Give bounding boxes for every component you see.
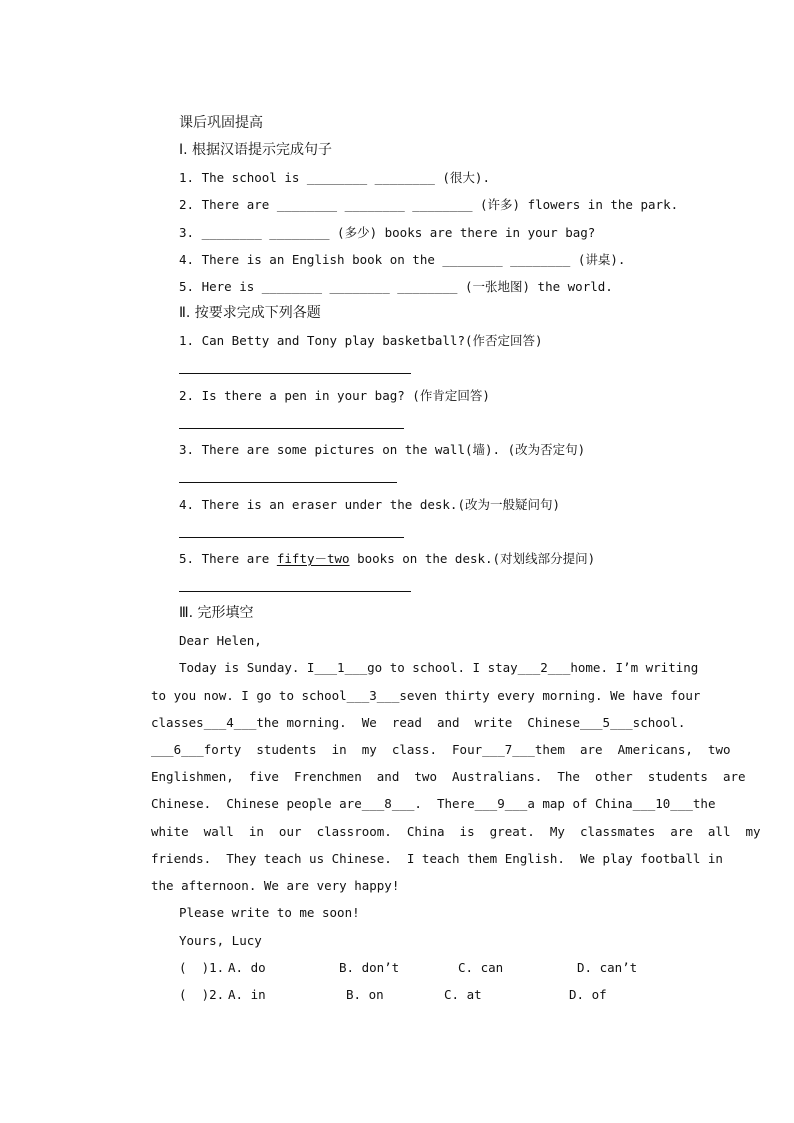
page-title: 课后巩固提高 [179, 115, 263, 131]
section-3-heading: Ⅲ. 完形填空 [179, 605, 254, 621]
answer-line-4 [179, 537, 404, 538]
passage-text: a map of China [527, 796, 633, 811]
blank-slot: ___8___ [361, 796, 415, 811]
passage-text: to you now. I go to school [151, 688, 347, 703]
passage-line [151, 824, 761, 840]
s2-question-1: 1. Can Betty and Tony play basketball?(作否定回答) [179, 333, 543, 348]
passage-line [179, 660, 699, 676]
letter-greeting: Dear Helen, [179, 633, 262, 648]
blank-slot: ___5___ [579, 715, 633, 730]
option-2-b: B. on [346, 987, 384, 1002]
blank-slot: ___4___ [203, 715, 257, 730]
answer-line-2 [179, 428, 404, 429]
option-2-d: D. of [569, 987, 607, 1002]
s2-question-5 [179, 551, 595, 567]
passage-text: forty students in my class. Four [203, 742, 483, 757]
s1-item-4: 4. There is an English book on the ________ ________ (讲桌). [179, 252, 626, 267]
option-1-a: A. do [228, 960, 266, 975]
blank-slot: ___7___ [482, 742, 535, 757]
blank-slot: ___1___ [314, 660, 368, 675]
blank-slot: ___3___ [346, 688, 400, 703]
q5-suffix: books on the desk.(对划线部分提问) [349, 551, 596, 566]
passage-line [151, 688, 701, 704]
passage-text: the morning. We read and write Chinese [256, 715, 580, 730]
passage-text: them are Americans, two [534, 742, 731, 757]
passage-line [151, 769, 746, 785]
s2-question-2: 2. Is there a pen in your bag? (作肯定回答) [179, 388, 490, 403]
passage-line [151, 851, 723, 867]
passage-text: . There [414, 796, 475, 811]
passage-text: white wall in our classroom. China is great. My classmates are all my [151, 824, 761, 839]
s1-item-1: 1. The school is ________ ________ (很大). [179, 170, 490, 185]
answer-line-3 [179, 482, 397, 483]
letter-signature: Yours, Lucy [179, 933, 262, 948]
passage-text: Today is Sunday. I [179, 660, 315, 675]
passage-text: school. [632, 715, 686, 730]
answer-line-1 [179, 373, 411, 374]
letter-closing: Please write to me soon! [179, 905, 360, 920]
q5-underlined-phrase: fifty－two [276, 551, 350, 566]
passage-line [151, 878, 399, 894]
q5-prefix: 5. There are [179, 551, 277, 566]
blank-slot: ___6___ [151, 742, 204, 757]
passage-line [151, 796, 716, 812]
s1-item-5: 5. Here is ________ ________ ________ (一张地图) the world. [179, 279, 613, 294]
passage-text: Englishmen, five Frenchmen and two Australians. The other students are [151, 769, 746, 784]
s1-item-3: 3. ________ ________ (多少) books are there in your bag? [179, 225, 596, 240]
passage-text: seven thirty every morning. We have four [399, 688, 701, 703]
option-1-number: ( )1. [179, 960, 225, 975]
passage-text: go to school. I stay [367, 660, 518, 675]
passage-text: home. I’m writing [570, 660, 699, 675]
option-1-c: C. can [458, 960, 504, 975]
passage-text: the afternoon. We are very happy! [151, 878, 400, 893]
section-1-heading: Ⅰ. 根据汉语提示完成句子 [179, 142, 333, 158]
option-2-number: ( )2. [179, 987, 225, 1002]
section-2-heading: Ⅱ. 按要求完成下列各题 [179, 305, 321, 321]
option-1-d: D. can’t [577, 960, 638, 975]
passage-text: friends. They teach us Chinese. I teach them English. We play football in [151, 851, 723, 866]
answer-line-5 [179, 591, 411, 592]
passage-text: classes [151, 715, 204, 730]
passage-text: the [692, 796, 716, 811]
option-2-c: C. at [444, 987, 482, 1002]
passage-line [151, 742, 731, 758]
blank-slot: ___9___ [474, 796, 528, 811]
passage-line [151, 715, 686, 731]
blank-slot: ___2___ [517, 660, 571, 675]
s2-question-3: 3. There are some pictures on the wall(墙). (改为否定句) [179, 442, 586, 457]
s2-question-4: 4. There is an eraser under the desk.(改为一般疑问句) [179, 497, 561, 512]
option-1-b: B. don’t [339, 960, 400, 975]
passage-text: Chinese. Chinese people are [151, 796, 362, 811]
s1-item-2: 2. There are ________ ________ ________ (许多) flowers in the park. [179, 197, 679, 212]
blank-slot: ___10___ [632, 796, 693, 811]
option-2-a: A. in [228, 987, 266, 1002]
